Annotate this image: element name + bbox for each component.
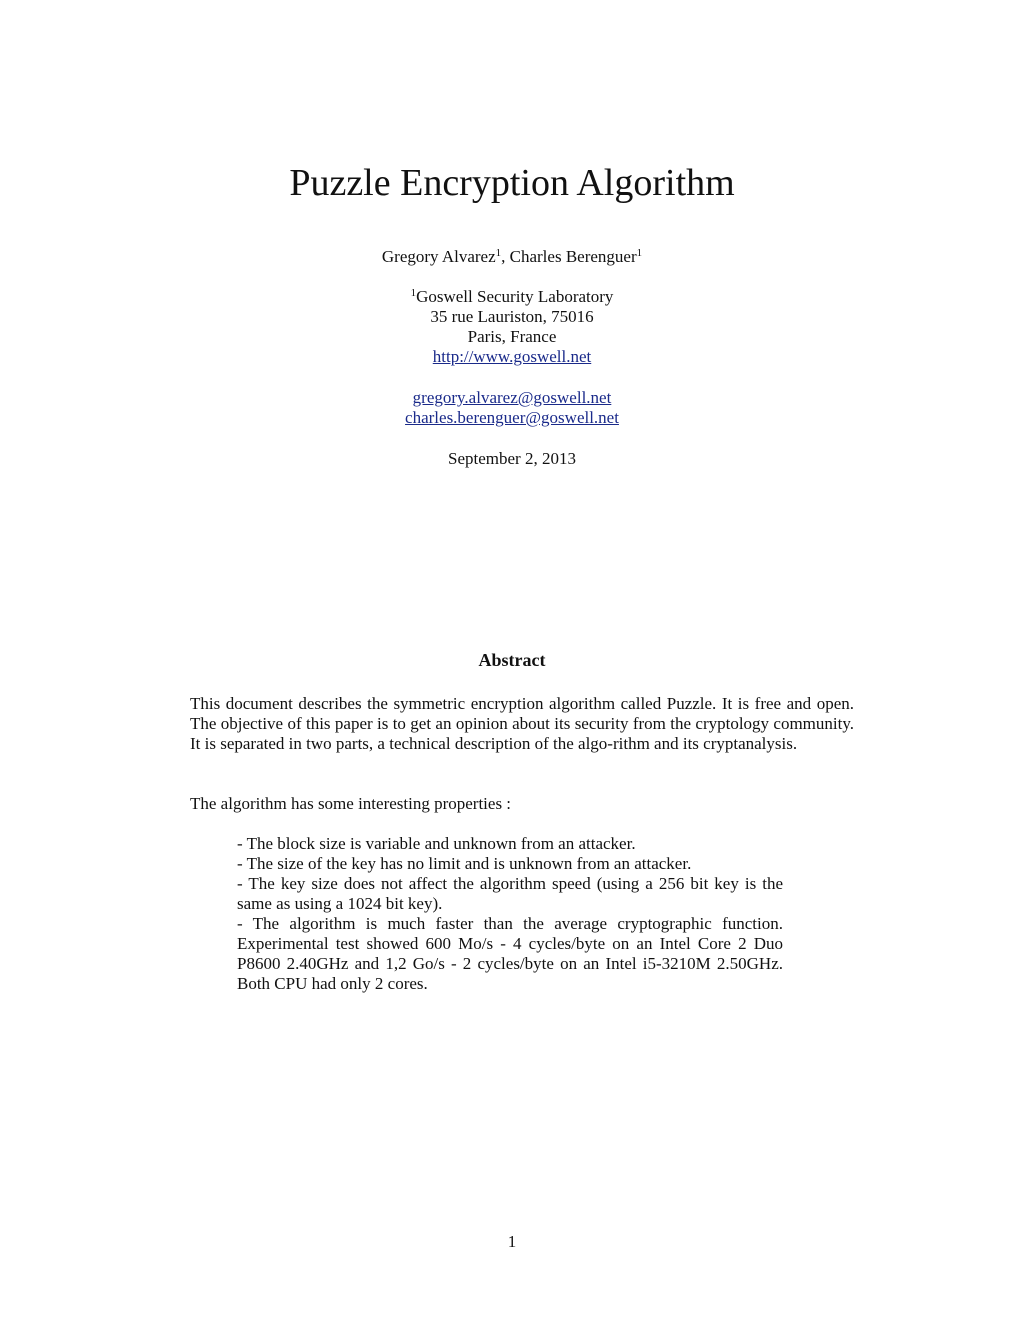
affiliation-marker: 1	[495, 247, 502, 259]
website-link[interactable]: http://www.goswell.net	[432, 347, 592, 366]
publication-date: September 2, 2013	[448, 449, 576, 468]
list-item: - The algorithm is much faster than the average cryptographic function. Experimental test showed 600 Mo/s - 4 cycles/byte on an Intel Core 2 Duo P8600 2.40GHz and 1,2 Go/s - 2 cycles/byte on an Intel i5-3210M 2.50GHz. Both CPU had only 2 cores.	[237, 914, 783, 993]
abstract-heading: Abstract	[478, 650, 546, 670]
author-name: Charles Berenguer	[509, 247, 637, 266]
page-number: 1	[507, 1232, 517, 1251]
abstract-paragraph: This document describes the symmetric encryption algorithm called Puzzle. It is free and open. The objective of this paper is to get an opinion about its security from the cryptology community. It is separated in two parts, a technical description of the algo-rithm and its cryptanalysis.	[190, 694, 854, 753]
list-item: - The block size is variable and unknown from an attacker.	[237, 834, 636, 853]
affiliation-name-line	[0, 287, 1024, 307]
list-item: - The key size does not affect the algorithm speed (using a 256 bit key is the same as using a 1024 bit key).	[237, 874, 783, 913]
affiliation-street: 35 rue Lauriston, 75016	[430, 307, 594, 326]
affiliation-city: Paris, France	[467, 327, 557, 346]
properties-list	[237, 834, 783, 994]
author-name: Gregory Alvarez	[381, 247, 496, 266]
list-item: - The size of the key has no limit and is unknown from an attacker.	[237, 854, 692, 873]
author-separator: ,	[501, 247, 510, 266]
email-link[interactable]: gregory.alvarez@goswell.net	[412, 388, 612, 407]
affiliation-name: Goswell Security Laboratory	[416, 287, 614, 306]
abstract-paragraph: The algorithm has some interesting properties :	[190, 794, 512, 813]
affiliation-marker: 1	[636, 247, 643, 259]
paper-title: Puzzle Encryption Algorithm	[289, 162, 735, 204]
author-line	[0, 247, 1024, 267]
email-link[interactable]: charles.berenguer@goswell.net	[405, 408, 619, 427]
email-block	[0, 388, 1024, 428]
affiliation-block	[0, 287, 1024, 367]
affiliation-marker: 1	[410, 287, 417, 299]
